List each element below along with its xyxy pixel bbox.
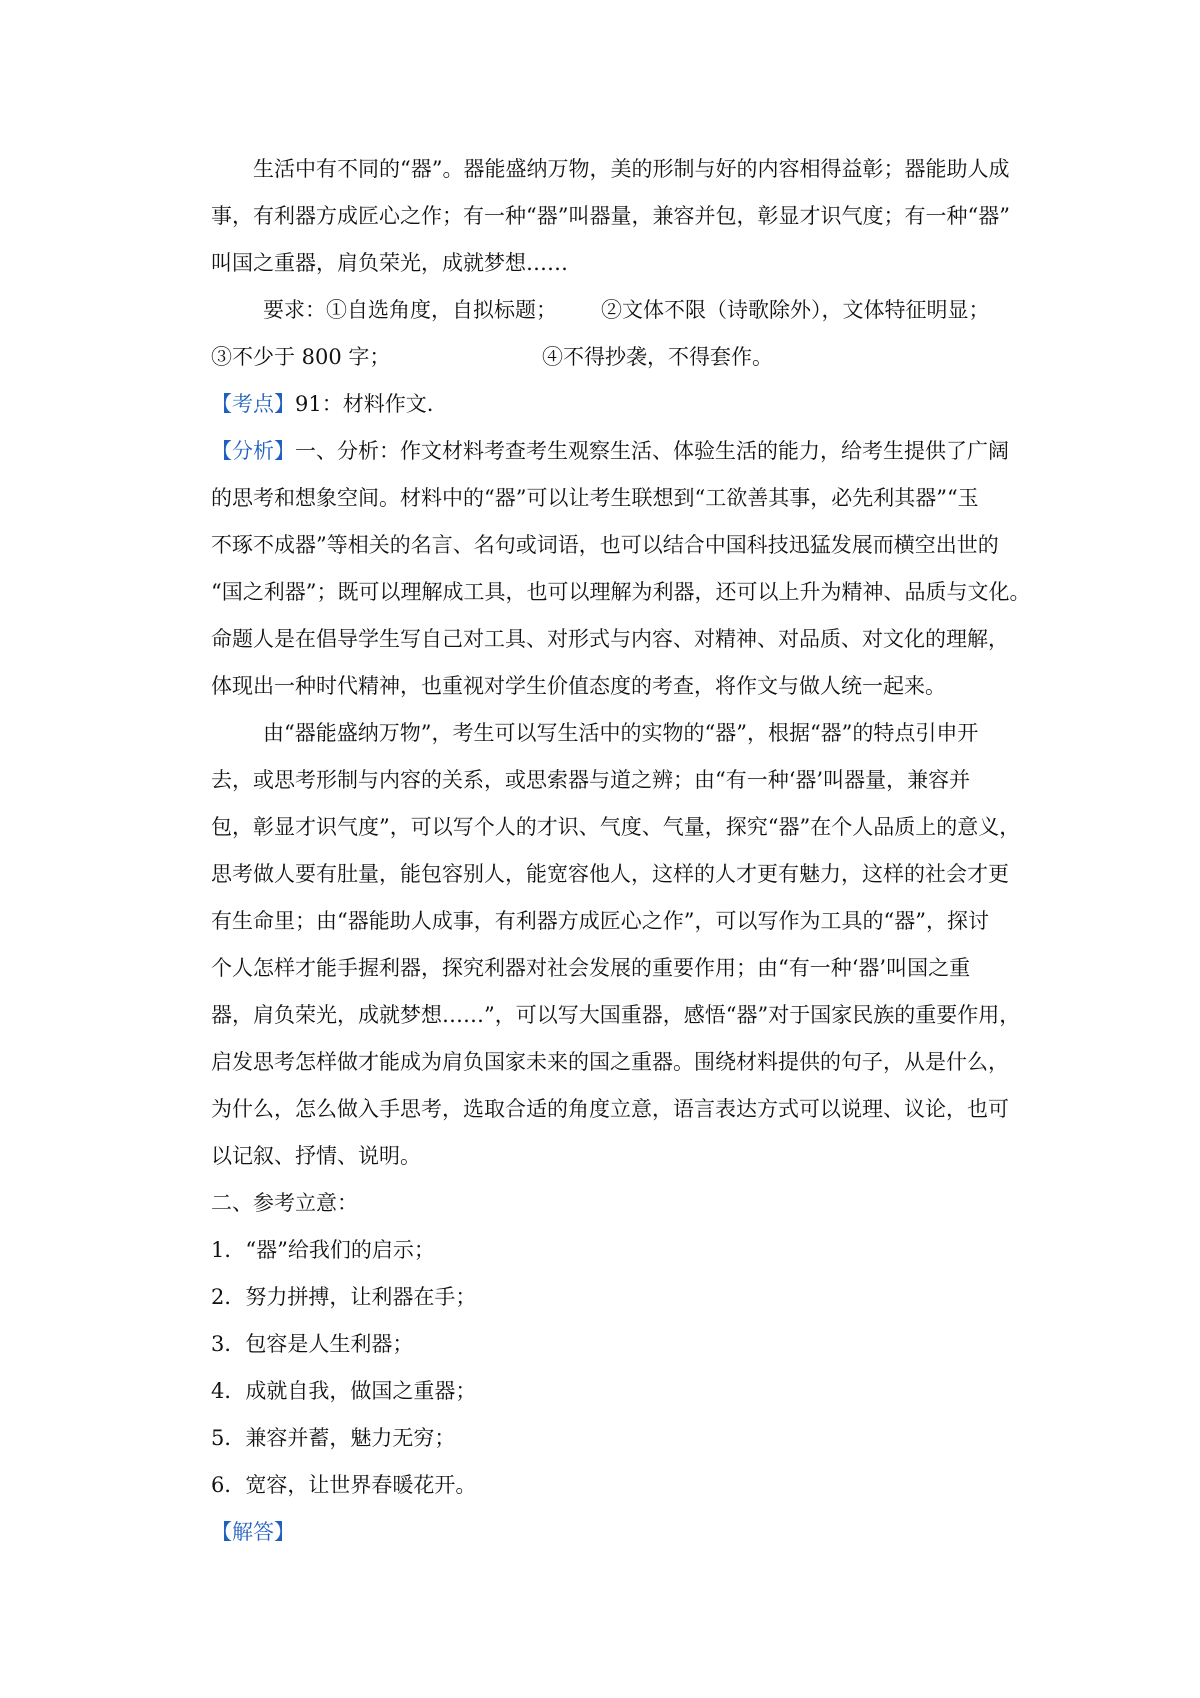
material-line-1: 生活中有不同的“器”。器能盛纳万物，美的形制与好的内容相得益彰；器能助人成 xyxy=(253,157,1010,181)
fenxi-section xyxy=(211,428,1031,710)
para2-line-6: 个人怎样才能手握利器，探究利器对社会发展的重要作用；由“有一种‘器’叫国之重 xyxy=(211,956,971,980)
kaodian-row xyxy=(211,381,1023,428)
jieda-row xyxy=(211,1509,1023,1556)
material-paragraph xyxy=(211,146,1023,287)
requirement-2: ②文体不限（诗歌除外），文体特征明显； xyxy=(601,298,990,322)
requirements xyxy=(211,287,1023,381)
para2-line-2: 去，或思考形制与内容的关系，或思索器与道之辨；由“有一种‘器’叫器量，兼容并 xyxy=(211,768,971,792)
para2-line-5: 有生命里；由“器能助人成事，有利器方成匠心之作”，可以写作为工具的“器”，探讨 xyxy=(211,909,989,933)
para2-line-7: 器，肩负荣光，成就梦想……”，可以写大国重器，感悟“器”对于国家民族的重要作用， xyxy=(211,1003,1021,1027)
requirement-3: ③不少于 800 字； xyxy=(211,345,391,369)
fenxi-line-6: 体现出一种时代精神，也重视对学生价值态度的考查，将作文与做人统一起来。 xyxy=(211,674,946,698)
analysis-paragraph-2 xyxy=(211,710,1023,1180)
kaodian-tag: 【考点】 xyxy=(211,392,295,416)
fenxi-text-1: 一、分析：作文材料考查考生观察生活、体验生活的能力，给考生提供了广阔 xyxy=(295,439,1009,463)
material-line-2: 事，有利器方成匠心之作；有一种“器”叫器量，兼容并包，彰显才识气度；有一种“器” xyxy=(211,204,1010,228)
reference-section xyxy=(211,1180,1023,1509)
fenxi-line-1 xyxy=(211,428,1023,475)
requirement-4: ④不得抄袭，不得套作。 xyxy=(542,345,773,369)
requirement-1: ①自选角度，自拟标题； xyxy=(326,298,557,322)
requirements-label: 要求： xyxy=(263,298,326,322)
fenxi-tag: 【分析】 xyxy=(211,439,295,463)
reference-item-1: 1．“器”给我们的启示； xyxy=(211,1238,435,1262)
para2-line-9: 为什么，怎么做入手思考，选取合适的角度立意，语言表达方式可以说理、议论，也可 xyxy=(211,1097,1009,1121)
reference-heading: 二、参考立意： xyxy=(211,1191,358,1215)
reference-item-2: 2．努力拼搏，让利器在手； xyxy=(211,1285,477,1309)
fenxi-line-3: 不琢不成器”等相关的名言、名句或词语，也可以结合中国科技迅猛发展而横空出世的 xyxy=(211,533,999,557)
requirements-row-1 xyxy=(211,287,1023,334)
reference-item-5: 5．兼容并蓄，魅力无穷； xyxy=(211,1426,456,1450)
fenxi-line-4: “国之利器”；既可以理解成工具，也可以理解为利器，还可以上升为精神、品质与文化。 xyxy=(211,580,1031,604)
document-page xyxy=(211,146,1031,1556)
material-line-3: 叫国之重器，肩负荣光，成就梦想…… xyxy=(211,251,568,275)
reference-item-3: 3．包容是人生利器； xyxy=(211,1332,414,1356)
para2-line-1: 由“器能盛纳万物”，考生可以写生活中的实物的“器”，根据“器”的特点引申开 xyxy=(263,721,979,745)
para2-line-3: 包，彰显才识气度”，可以写个人的才识、气度、气量，探究“器”在个人品质上的意义， xyxy=(211,815,1021,839)
reference-item-6: 6．宽容，让世界春暖花开。 xyxy=(211,1473,477,1497)
kaodian-text: 91：材料作文. xyxy=(295,392,434,416)
fenxi-line-2: 的思考和想象空间。材料中的“器”可以让考生联想到“工欲善其事，必先利其器”“玉 xyxy=(211,486,979,510)
fenxi-line-5: 命题人是在倡导学生写自己对工具、对形式与内容、对精神、对品质、对文化的理解， xyxy=(211,627,1009,651)
reference-item-4: 4．成就自我，做国之重器； xyxy=(211,1379,477,1403)
para2-line-4: 思考做人要有肚量，能包容别人，能宽容他人，这样的人才更有魅力，这样的社会才更 xyxy=(211,862,1009,886)
para2-line-8: 启发思考怎样做才能成为肩负国家未来的国之重器。围绕材料提供的句子，从是什么， xyxy=(211,1050,1009,1074)
para2-line-10: 以记叙、抒情、说明。 xyxy=(211,1144,421,1168)
requirements-row-2 xyxy=(211,334,1023,381)
jieda-tag: 【解答】 xyxy=(211,1520,295,1544)
